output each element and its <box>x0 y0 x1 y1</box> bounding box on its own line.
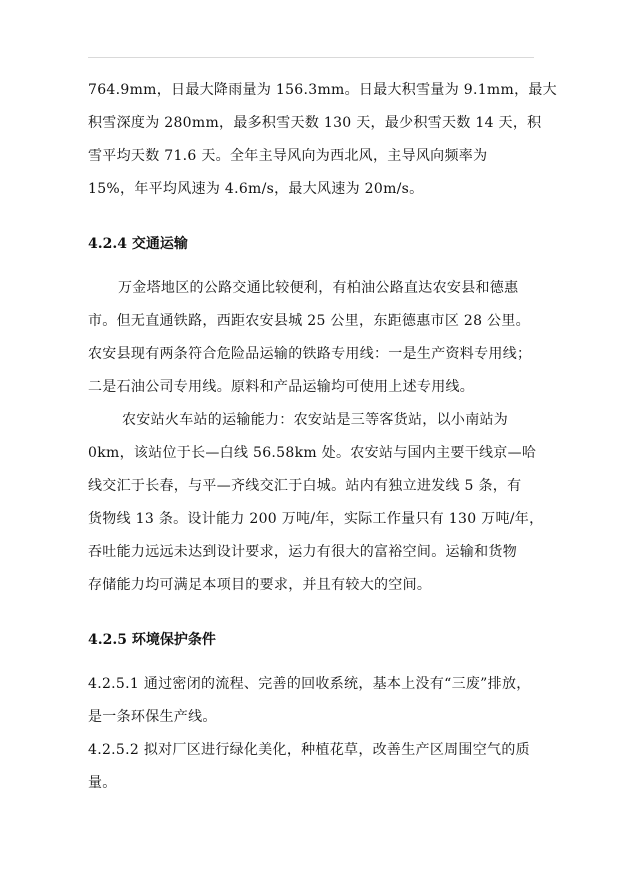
text-line: 4.2.5.1 通过密闭的流程、完善的回收系统，基本上没有“三废”排放， <box>88 676 531 692</box>
climate-paragraph <box>88 74 557 206</box>
section-heading-transport: 4.2.4 交通运输 <box>88 236 188 252</box>
text-line: 存储能力均可满足本项目的要求，并且有较大的空间。 <box>88 577 432 593</box>
text-line: 农安县现有两条符合危险品运输的铁路专用线：一是生产资料专用线； <box>88 346 532 362</box>
document-body <box>88 74 557 800</box>
text-line: 二是石油公司专用线。原料和产品运输均可使用上述专用线。 <box>88 379 475 395</box>
text-line: 线交汇于长春，与平—齐线交汇于白城。站内有独立进发线 5 条，有 <box>88 478 522 494</box>
text-line: 0km，该站位于长—白线 56.58km 处。农安站与国内主要干线京—哈 <box>88 445 537 461</box>
text-line: 吞吐能力远远未达到设计要求，运力有很大的富裕空间。运输和货物 <box>88 544 517 560</box>
transport-paragraph-1 <box>88 272 538 404</box>
environment-item-1 <box>88 668 538 734</box>
text-line: 农安站火车站的运输能力：农安站是三等客货站，以小南站为 <box>122 412 509 428</box>
text-line: 量。 <box>88 775 117 791</box>
text-line: 货物线 13 条。设计能力 200 万吨/年，实际工作量只有 130 万吨/年， <box>88 511 544 527</box>
header-rule <box>88 57 534 58</box>
text-line: 雪平均天数 71.6 天。全年主导风向为西北风，主导风向频率为 <box>88 148 488 164</box>
text-line: 积雪深度为 280mm，最多积雪天数 130 天，最少积雪天数 14 天，积 <box>88 115 542 131</box>
environment-item-2 <box>88 734 538 800</box>
transport-paragraph-2 <box>88 404 544 602</box>
text-line: 764.9mm，日最大降雨量为 156.3mm。日最大积雪量为 9.1mm，最大 <box>88 82 557 98</box>
text-line: 是一条环保生产线。 <box>88 709 217 725</box>
text-line: 15%，年平均风速为 4.6m/s，最大风速为 20m/s。 <box>88 181 424 197</box>
section-heading-environment: 4.2.5 环境保护条件 <box>88 632 216 648</box>
text-line: 4.2.5.2 拟对厂区进行绿化美化，种植花草，改善生产区周围空气的质 <box>88 742 530 758</box>
text-line: 万金塔地区的公路交通比较便利，有柏油公路直达农安县和德惠 <box>118 280 519 296</box>
text-line: 市。但无直通铁路，西距农安县城 25 公里，东距德惠市区 28 公里。 <box>88 313 530 329</box>
